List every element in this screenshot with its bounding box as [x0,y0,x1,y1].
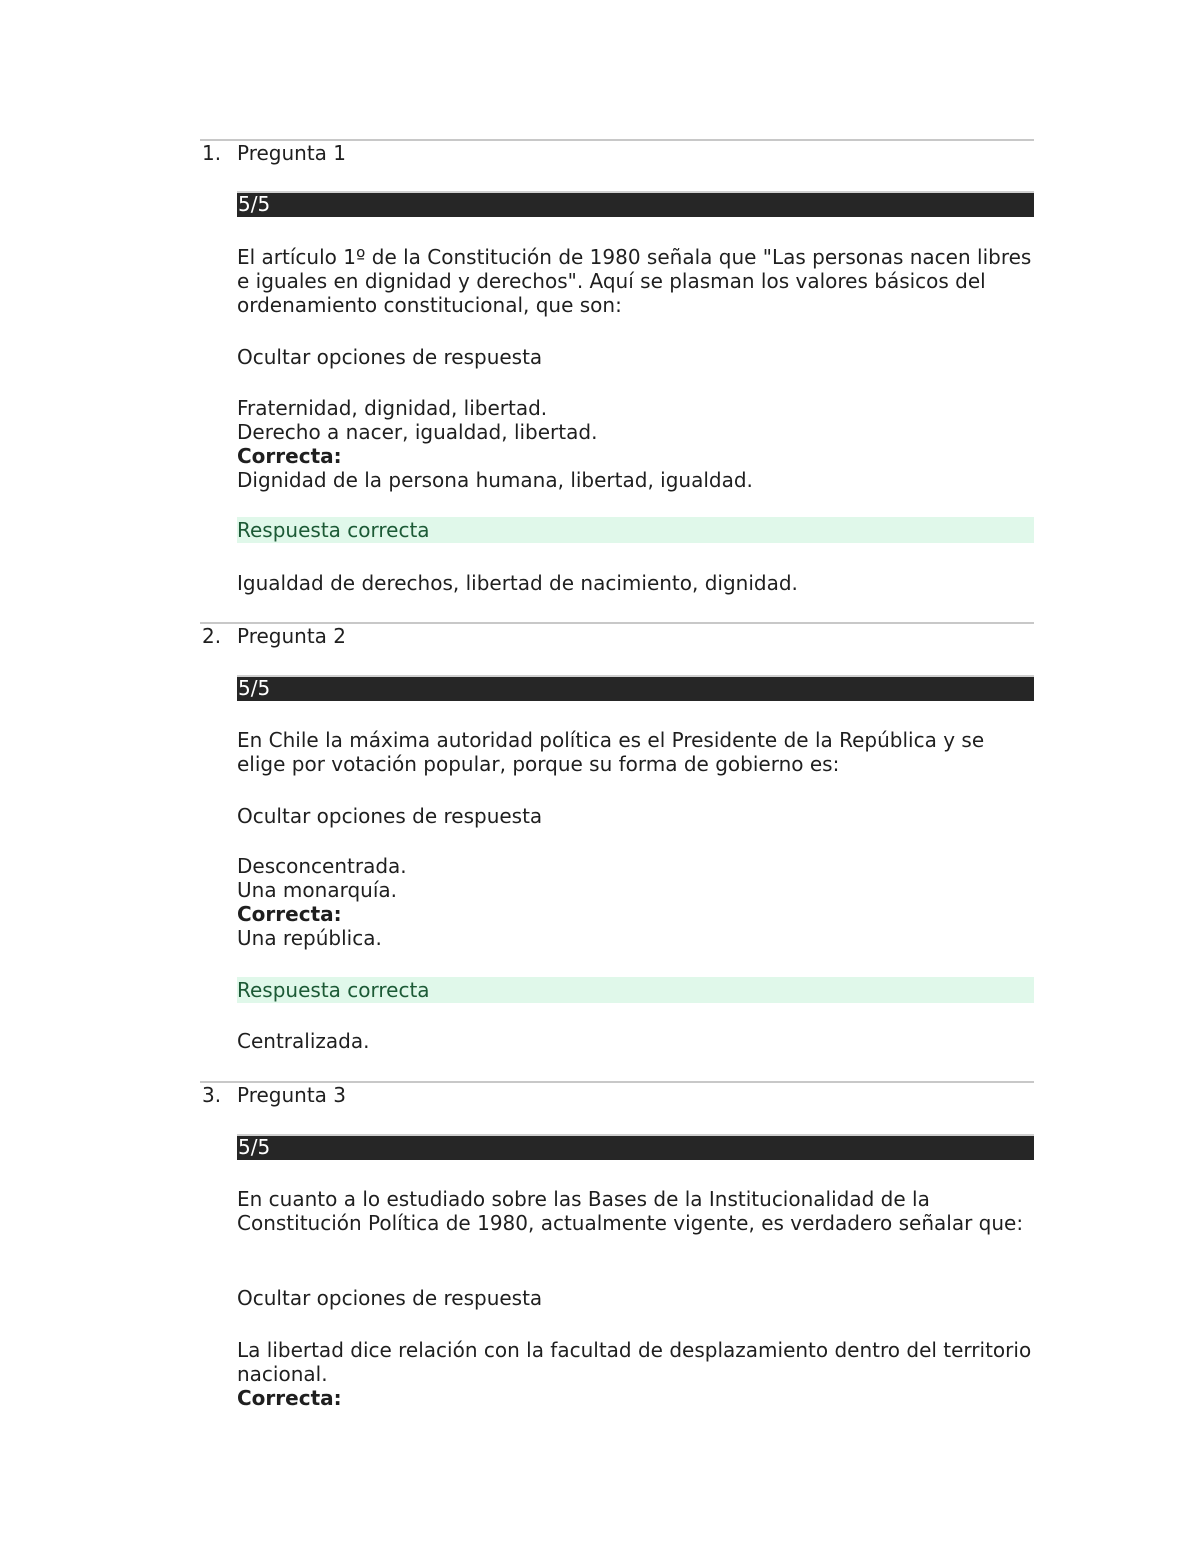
answer-option: Desconcentrada. [237,854,407,878]
score-bar: 5/5 [237,675,1034,701]
correct-label: Correcta: [237,902,342,926]
question-title: Pregunta 1 [237,141,347,165]
feedback-correct: Respuesta correcta [237,977,1034,1003]
answer-option: Una monarquía. [237,878,397,902]
question-1 [200,139,1034,609]
answer-option: Igualdad de derechos, libertad de nacimiento, dignidad. [237,571,798,595]
question-text: En cuanto a lo estudiado sobre las Bases de la Institucionalidad de la Constitución Política de 1980, actualmente vigente, es verdadero señalar que: [237,1187,1024,1235]
hide-options-link[interactable]: Ocultar opciones de respuesta [237,1286,543,1310]
correct-answer: Dignidad de la persona humana, libertad, igualdad. [237,468,753,492]
answer-option: Fraternidad, dignidad, libertad. [237,396,548,420]
score-bar: 5/5 [237,1134,1034,1160]
correct-label: Correcta: [237,1386,342,1410]
hide-options-link[interactable]: Ocultar opciones de respuesta [237,804,543,828]
feedback-correct: Respuesta correcta [237,517,1034,543]
question-text: En Chile la máxima autoridad política es el Presidente de la República y se elige por votación popular, porque su forma de gobierno es: [237,728,985,776]
answer-option: Derecho a nacer, igualdad, libertad. [237,420,598,444]
question-3 [200,1081,1034,1421]
question-number: 3. [202,1083,222,1107]
correct-answer: Una república. [237,926,382,950]
answer-option: Centralizada. [237,1029,370,1053]
hide-options-link[interactable]: Ocultar opciones de respuesta [237,345,543,369]
correct-label: Correcta: [237,444,342,468]
question-title: Pregunta 3 [237,1083,347,1107]
question-text: El artículo 1º de la Constitución de 1980 señala que "Las personas nacen libres e iguales en dignidad y derechos". Aquí se plasman los valores básicos del ordenamiento constitucional, que son: [237,245,1032,317]
answer-option: La libertad dice relación con la facultad de desplazamiento dentro del territorio nacional. [237,1338,1032,1386]
question-number: 2. [202,624,222,648]
question-title: Pregunta 2 [237,624,347,648]
score-bar: 5/5 [237,191,1034,217]
question-2 [200,622,1034,1072]
question-number: 1. [202,141,222,165]
